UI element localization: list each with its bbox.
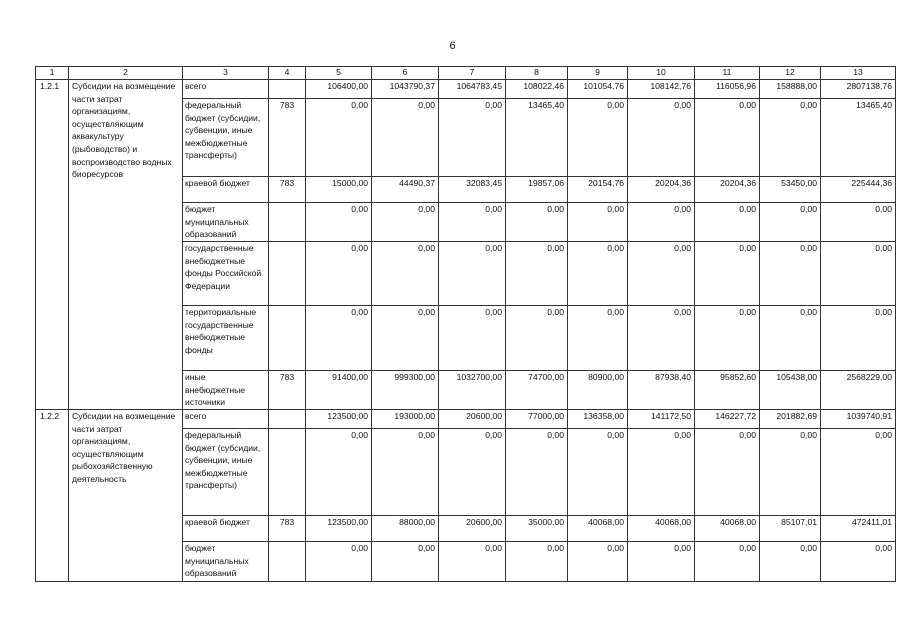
- header-cell: 8: [506, 67, 568, 80]
- value-cell: 0,00: [439, 99, 506, 177]
- value-cell: 1039740,91: [821, 410, 896, 429]
- value-cell: 77000,00: [506, 410, 568, 429]
- measure-name: Субсидии на возмещение части затрат организациям, осуществляющим аквакультуру (рыбоводство) и воспроизводство водных биоресурсов: [69, 80, 183, 410]
- header-cell: 4: [269, 67, 306, 80]
- value-cell: 88000,00: [372, 516, 439, 542]
- value-cell: 35000,00: [506, 516, 568, 542]
- value-cell: 0,00: [695, 99, 760, 177]
- value-cell: 13465,40: [821, 99, 896, 177]
- budget-code: [269, 542, 306, 582]
- value-cell: 0,00: [628, 429, 695, 516]
- funding-source: территориальные государственные внебюджетные фонды: [183, 306, 269, 371]
- value-cell: 108142,76: [628, 80, 695, 99]
- value-cell: 101054,76: [568, 80, 628, 99]
- value-cell: 225444,36: [821, 177, 896, 203]
- value-cell: 32083,45: [439, 177, 506, 203]
- value-cell: 95852,60: [695, 371, 760, 410]
- header-cell: 1: [36, 67, 69, 80]
- budget-code: [269, 429, 306, 516]
- value-cell: 0,00: [568, 99, 628, 177]
- funding-source: бюджет муниципальных образований: [183, 203, 269, 242]
- funding-source: краевой бюджет: [183, 177, 269, 203]
- value-cell: 472411,01: [821, 516, 896, 542]
- value-cell: 0,00: [568, 542, 628, 582]
- value-cell: 2807138,76: [821, 80, 896, 99]
- value-cell: 0,00: [695, 203, 760, 242]
- value-cell: 87938,40: [628, 371, 695, 410]
- value-cell: 0,00: [372, 203, 439, 242]
- header-cell: 9: [568, 67, 628, 80]
- value-cell: 0,00: [695, 542, 760, 582]
- value-cell: 85107,01: [760, 516, 821, 542]
- budget-code: [269, 306, 306, 371]
- value-cell: 123500,00: [306, 516, 372, 542]
- value-cell: 0,00: [372, 542, 439, 582]
- value-cell: 0,00: [760, 242, 821, 306]
- value-cell: 0,00: [628, 242, 695, 306]
- value-cell: 0,00: [506, 429, 568, 516]
- value-cell: 0,00: [760, 429, 821, 516]
- value-cell: 0,00: [439, 542, 506, 582]
- value-cell: 0,00: [568, 429, 628, 516]
- value-cell: 20154,76: [568, 177, 628, 203]
- funding-source: краевой бюджет: [183, 516, 269, 542]
- page-number: 6: [449, 40, 456, 52]
- value-cell: 106400,00: [306, 80, 372, 99]
- header-cell: 10: [628, 67, 695, 80]
- budget-code: 783: [269, 371, 306, 410]
- value-cell: 20204,36: [695, 177, 760, 203]
- value-cell: 0,00: [372, 99, 439, 177]
- value-cell: 0,00: [306, 242, 372, 306]
- value-cell: 0,00: [628, 306, 695, 371]
- value-cell: 0,00: [306, 203, 372, 242]
- value-cell: 91400,00: [306, 371, 372, 410]
- header-cell: 6: [372, 67, 439, 80]
- value-cell: 0,00: [506, 306, 568, 371]
- value-cell: 0,00: [372, 306, 439, 371]
- value-cell: 0,00: [306, 429, 372, 516]
- header-cell: 5: [306, 67, 372, 80]
- row-number: 1.2.1: [36, 80, 69, 410]
- value-cell: 13465,40: [506, 99, 568, 177]
- budget-code: [269, 410, 306, 429]
- value-cell: 0,00: [821, 242, 896, 306]
- value-cell: 0,00: [306, 99, 372, 177]
- value-cell: 0,00: [821, 203, 896, 242]
- header-cell: 12: [760, 67, 821, 80]
- value-cell: 0,00: [695, 306, 760, 371]
- funding-source: всего: [183, 410, 269, 429]
- header-cell: 2: [69, 67, 183, 80]
- value-cell: 20600,00: [439, 516, 506, 542]
- value-cell: 74700,00: [506, 371, 568, 410]
- value-cell: 108022,46: [506, 80, 568, 99]
- budget-code: 783: [269, 516, 306, 542]
- header-cell: 13: [821, 67, 896, 80]
- value-cell: 0,00: [628, 99, 695, 177]
- value-cell: 146227,72: [695, 410, 760, 429]
- value-cell: 0,00: [821, 542, 896, 582]
- value-cell: 53450,00: [760, 177, 821, 203]
- header-cell: 7: [439, 67, 506, 80]
- value-cell: 0,00: [760, 99, 821, 177]
- value-cell: 0,00: [695, 429, 760, 516]
- value-cell: 0,00: [372, 429, 439, 516]
- value-cell: 44490,37: [372, 177, 439, 203]
- value-cell: 0,00: [760, 306, 821, 371]
- value-cell: 105438,00: [760, 371, 821, 410]
- value-cell: 1064783,45: [439, 80, 506, 99]
- table-row: [36, 80, 896, 99]
- value-cell: 141172,50: [628, 410, 695, 429]
- value-cell: 15000,00: [306, 177, 372, 203]
- value-cell: 0,00: [760, 203, 821, 242]
- budget-table: [35, 66, 896, 582]
- value-cell: 0,00: [439, 242, 506, 306]
- value-cell: 40068,00: [568, 516, 628, 542]
- value-cell: 0,00: [821, 306, 896, 371]
- value-cell: 40068,00: [628, 516, 695, 542]
- value-cell: 80900,00: [568, 371, 628, 410]
- value-cell: 0,00: [568, 306, 628, 371]
- value-cell: 123500,00: [306, 410, 372, 429]
- table-row: [36, 410, 896, 429]
- header-cell: 11: [695, 67, 760, 80]
- value-cell: 136358,00: [568, 410, 628, 429]
- funding-source: бюджет муниципальных образований: [183, 542, 269, 582]
- value-cell: 0,00: [568, 203, 628, 242]
- budget-code: 783: [269, 177, 306, 203]
- value-cell: 999300,00: [372, 371, 439, 410]
- budget-code: [269, 80, 306, 99]
- value-cell: 0,00: [506, 242, 568, 306]
- value-cell: 0,00: [568, 242, 628, 306]
- measure-name: Субсидии на возмещение части затрат организациям, осуществляющим рыбохозяйственную деятельность: [69, 410, 183, 582]
- value-cell: 201882,69: [760, 410, 821, 429]
- funding-source: федеральный бюджет (субсидии, субвенции, иные межбюджетные трансферты): [183, 429, 269, 516]
- funding-source: государственные внебюджетные фонды Российской Федерации: [183, 242, 269, 306]
- value-cell: 0,00: [628, 203, 695, 242]
- value-cell: 0,00: [306, 306, 372, 371]
- value-cell: 116056,96: [695, 80, 760, 99]
- value-cell: 0,00: [306, 542, 372, 582]
- value-cell: 1043790,37: [372, 80, 439, 99]
- funding-source: всего: [183, 80, 269, 99]
- header-row: [36, 67, 896, 80]
- budget-code: [269, 203, 306, 242]
- value-cell: 2568229,00: [821, 371, 896, 410]
- budget-code: 783: [269, 99, 306, 177]
- row-number: 1.2.2: [36, 410, 69, 582]
- value-cell: 0,00: [695, 242, 760, 306]
- budget-code: [269, 242, 306, 306]
- value-cell: 0,00: [506, 203, 568, 242]
- value-cell: 0,00: [821, 429, 896, 516]
- value-cell: 0,00: [372, 242, 439, 306]
- value-cell: 40068,00: [695, 516, 760, 542]
- funding-source: федеральный бюджет (субсидии, субвенции, иные межбюджетные трансферты): [183, 99, 269, 177]
- value-cell: 193000,00: [372, 410, 439, 429]
- funding-source: иные внебюджетные источники: [183, 371, 269, 410]
- value-cell: 0,00: [506, 542, 568, 582]
- value-cell: 0,00: [439, 429, 506, 516]
- value-cell: 0,00: [439, 306, 506, 371]
- value-cell: 20600,00: [439, 410, 506, 429]
- value-cell: 1032700,00: [439, 371, 506, 410]
- value-cell: 0,00: [760, 542, 821, 582]
- value-cell: 158888,00: [760, 80, 821, 99]
- value-cell: 0,00: [439, 203, 506, 242]
- value-cell: 19857,06: [506, 177, 568, 203]
- value-cell: 0,00: [628, 542, 695, 582]
- header-cell: 3: [183, 67, 269, 80]
- value-cell: 20204,36: [628, 177, 695, 203]
